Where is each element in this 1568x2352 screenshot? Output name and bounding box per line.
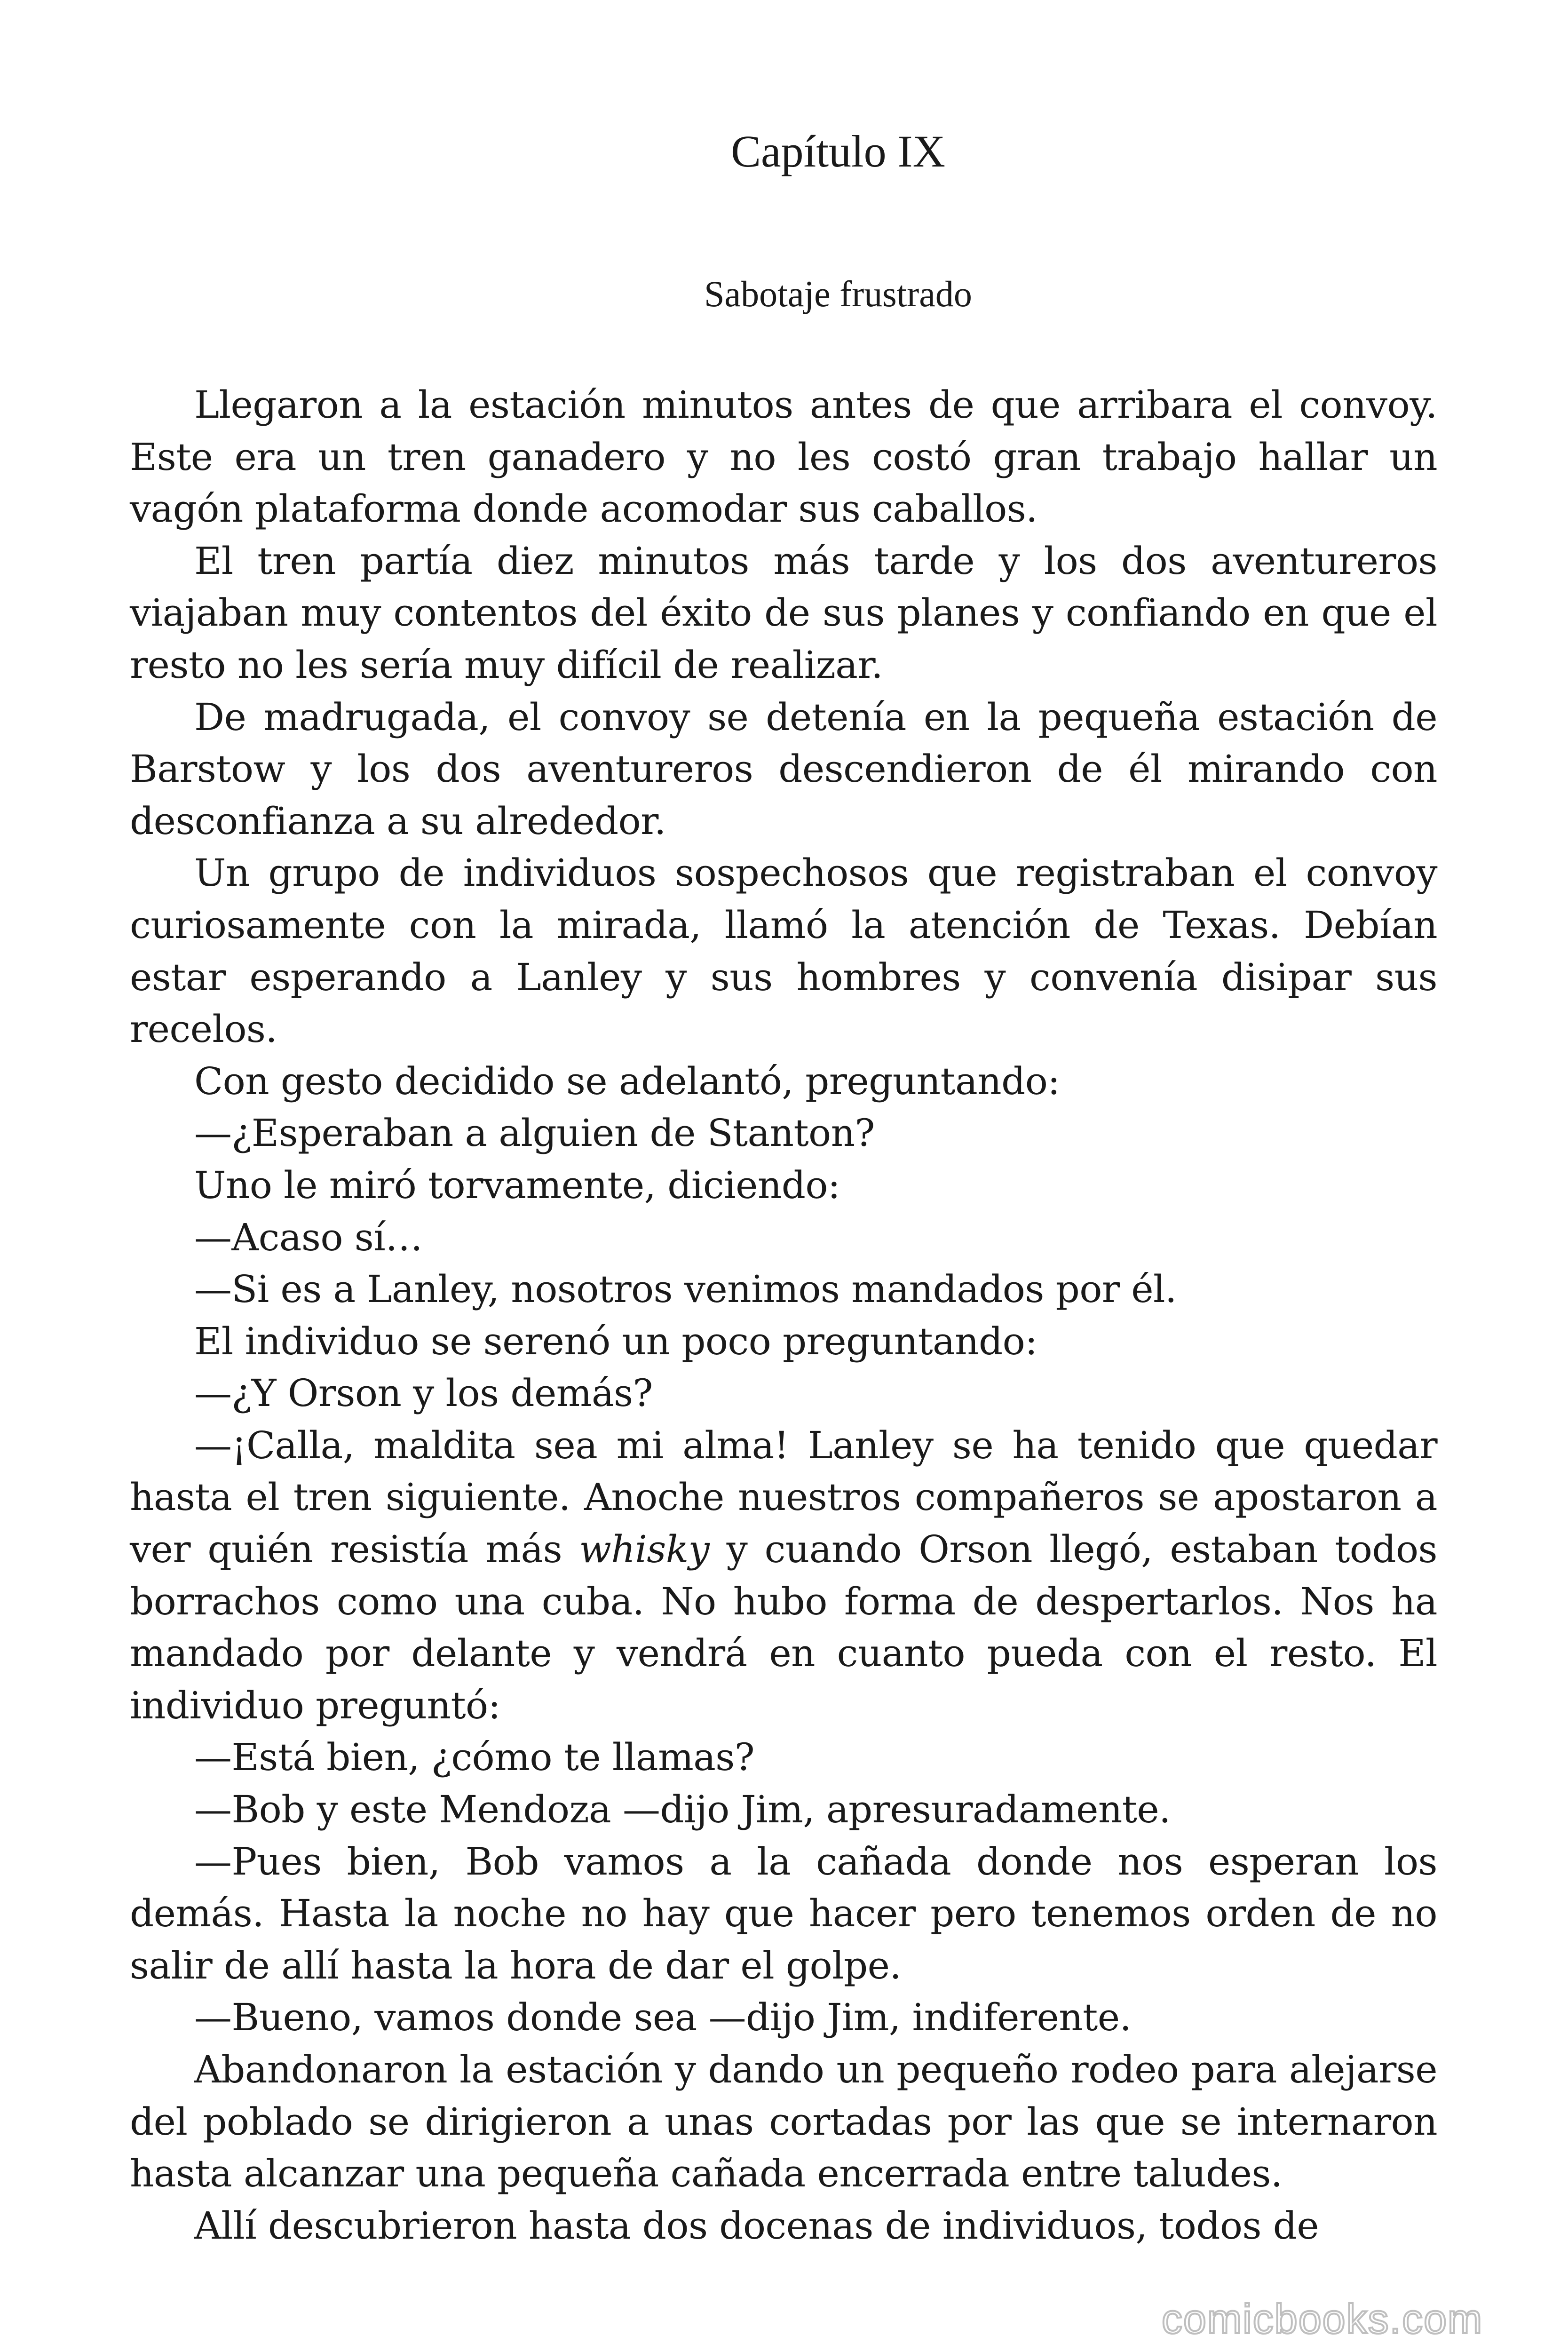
paragraph: De madrugada, el convoy se detenía en la pequeña estación de Barstow y los dos aventureros descendieron de él mirando con desconfianza a su alrededor. <box>130 695 1437 843</box>
paragraph: Un grupo de individuos sospechosos que registraban el convoy curiosamente con la mirada, llamó la atención de Texas. Debían estar esperando a Lanley y sus hombres y convenía disipar sus recelos. <box>130 851 1437 1051</box>
body-text <box>130 379 1437 2252</box>
dialogue-line: —Bob y este Mendoza —dijo Jim, apresuradamente. <box>194 1788 1171 1832</box>
dialogue-line: —Está bien, ¿cómo te llamas? <box>194 1735 755 1780</box>
watermark: comicbooks.com <box>1162 2296 1483 2342</box>
paragraph: Uno le miró torvamente, diciendo: <box>194 1163 840 1207</box>
chapter-subtitle: Sabotaje frustrado <box>704 273 972 314</box>
dialogue-line: —Si es a Lanley, nosotros venimos mandados por él. <box>194 1267 1177 1311</box>
dialogue-paragraph: —Pues bien, Bob vamos a la cañada donde nos esperan los demás. Hasta la noche no hay que hacer pero tenemos orden de no salir de allí hasta la hora de dar el golpe. <box>130 1839 1437 1987</box>
dialogue-line: —¿Esperaban a alguien de Stanton? <box>194 1111 875 1155</box>
paragraph: Abandonaron la estación y dando un pequeño rodeo para alejarse del poblado se dirigieron a unas cortadas por las que se internaron hasta alcanzar una pequeña cañada encerrada entre taludes. <box>130 2048 1437 2196</box>
dialogue-line: —¿Y Orson y los demás? <box>194 1371 653 1415</box>
chapter-title: Capítulo IX <box>731 126 945 176</box>
dialogue-line: —Bueno, vamos donde sea —dijo Jim, indiferente. <box>194 1995 1132 2040</box>
text-run: y cuando Orson llegó, estaban todos borrachos como una cuba. No hubo forma de despertarlos. Nos ha mandado por delante y vendrá en cuanto pueda con el resto. El individuo preguntó: <box>130 1527 1437 1727</box>
dialogue-line: —Acaso sí… <box>194 1215 423 1259</box>
text-run: —¡Calla, maldita sea mi alma! Lanley se ha tenido que quedar hasta el tren siguiente. Anoche nuestros compañeros se apostaron a ver quién resistía más <box>130 1423 1437 1572</box>
paragraph: El tren partía diez minutos más tarde y los dos aventureros viajaban muy contentos del éxito de sus planes y confiando en que el resto no les sería muy difícil de realizar. <box>130 539 1437 687</box>
italic-word: whisky <box>579 1527 710 1572</box>
paragraph: El individuo se serenó un poco preguntando: <box>194 1319 1037 1363</box>
paragraph: Allí descubrieron hasta dos docenas de individuos, todos de <box>194 2203 1319 2248</box>
paragraph: Llegaron a la estación minutos antes de que arribara el convoy. Este era un tren ganadero y no les costó gran trabajo hallar un vagón plataforma donde acomodar sus caballos. <box>130 383 1437 531</box>
dialogue-paragraph <box>130 1420 1437 1732</box>
paragraph: Con gesto decidido se adelantó, preguntando: <box>194 1059 1060 1103</box>
